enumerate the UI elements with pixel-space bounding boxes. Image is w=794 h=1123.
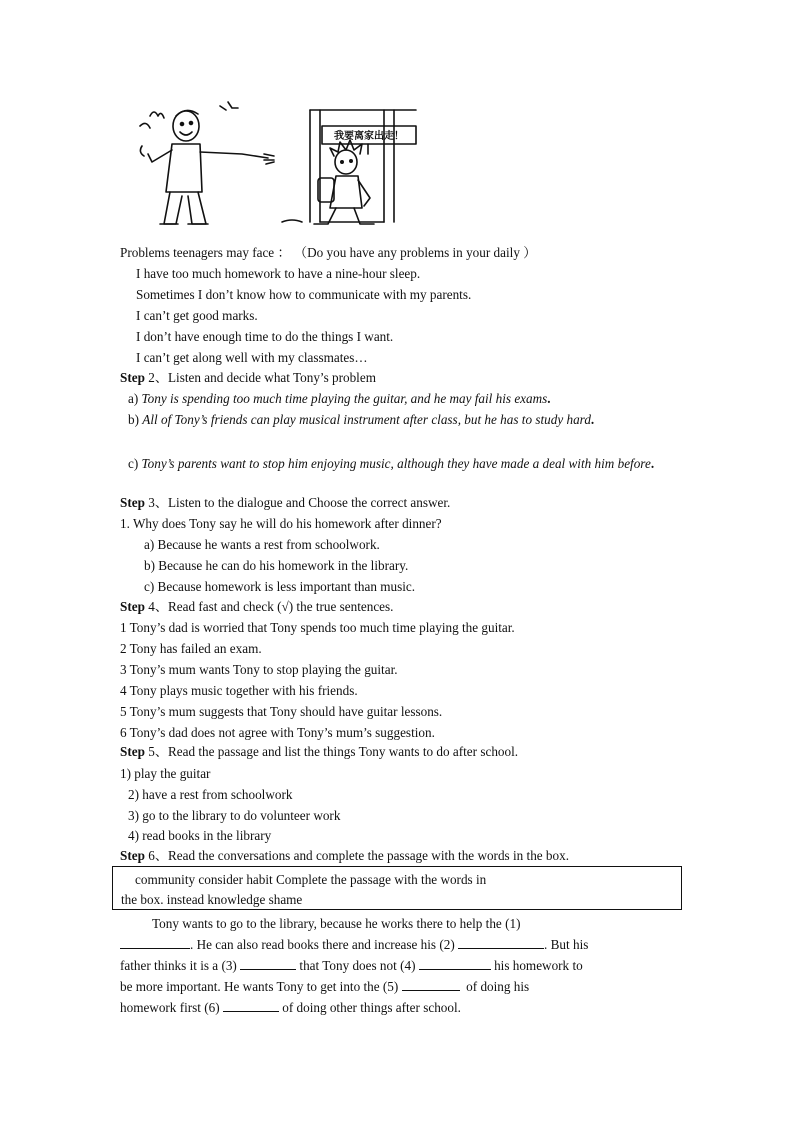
step3-option: b) Because he can do his homework in the library. — [144, 558, 409, 573]
step2-option-c — [120, 453, 676, 474]
word-box-line: the box. instead knowledge shame — [121, 892, 303, 907]
passage-text: of doing other things after school. — [282, 1000, 461, 1015]
step4-item: 2 Tony has failed an exam. — [120, 641, 262, 656]
blank-4[interactable] — [419, 957, 491, 970]
step5-item: 2) have a rest from schoolwork — [128, 787, 293, 802]
intro-item: I can’t get along well with my classmates… — [136, 350, 368, 365]
sign-text: 我要离家出走！ — [334, 131, 404, 142]
intro-item: Sometimes I don’t know how to communicate with my parents. — [136, 287, 472, 302]
option-end: . — [650, 456, 655, 471]
step4-heading — [120, 598, 393, 616]
step-label: Step — [120, 599, 145, 614]
passage-line — [120, 957, 583, 975]
door-icon — [310, 110, 416, 222]
option-text: Tony’s parents want to stop him enjoying music, although they have made a deal with him before — [141, 456, 651, 471]
intro-item: I have too much homework to have a nine-hour sleep. — [136, 266, 421, 281]
step-instruction: 3、Listen to the dialogue and Choose the correct answer. — [144, 495, 451, 510]
step-label: Step — [120, 848, 145, 863]
step-label: Step — [120, 744, 145, 759]
option-text: Tony is spending too much time playing the guitar, and he may fail his exams — [141, 391, 548, 406]
word-box-line: community consider habit Complete the passage with the words in — [135, 872, 487, 887]
passage-line: Tony wants to go to the library, because he works there to help the (1) — [152, 916, 521, 931]
blank-5[interactable] — [402, 978, 460, 991]
option-letter: a) — [128, 391, 142, 406]
step2-option-a — [128, 390, 551, 408]
passage-text: be more important. He wants Tony to get into the (5) — [120, 979, 399, 994]
step4-item: 1 Tony’s dad is worried that Tony spends too much time playing the guitar. — [120, 620, 515, 635]
step-label: Step — [120, 370, 145, 385]
passage-text: of doing his — [466, 979, 530, 994]
passage-text: . He can also read books there and increase his (2) — [190, 937, 455, 952]
option-end: . — [547, 391, 551, 406]
blank-2[interactable] — [458, 936, 544, 949]
step2-option-b — [120, 411, 676, 429]
step2-heading — [120, 369, 376, 387]
blank-3[interactable] — [240, 957, 296, 970]
step4-item: 6 Tony’s dad does not agree with Tony’s mum’s suggestion. — [120, 725, 435, 740]
cartoon-illustration — [132, 96, 424, 236]
step-instruction: 5、Read the passage and list the things Tony wants to do after school. — [144, 744, 519, 759]
step-instruction: 4、Read fast and check (√) the true sentences. — [144, 599, 394, 614]
passage-line — [120, 978, 529, 996]
option-end: . — [590, 412, 595, 427]
step6-heading — [120, 847, 569, 865]
blank-6[interactable] — [223, 999, 279, 1012]
word-box — [112, 866, 682, 910]
passage-text: that Tony does not (4) — [299, 958, 416, 973]
step5-item: 1) play the guitar — [120, 766, 211, 781]
intro-heading: Problems teenagers may face ： （Do you have any problems in your daily ） — [120, 245, 537, 260]
passage-line — [120, 936, 588, 954]
step5-heading — [120, 743, 518, 761]
blank-1[interactable] — [120, 936, 190, 949]
passage-text: homework first (6) — [120, 1000, 220, 1015]
step-instruction: 2、Listen and decide what Tony’s problem — [144, 370, 376, 385]
step5-item: 3) go to the library to do volunteer work — [128, 808, 341, 823]
angry-father-icon — [140, 102, 274, 224]
option-letter: c) — [128, 456, 142, 471]
step-instruction: 6、Read the conversations and complete the passage with the words in the box. — [144, 848, 570, 863]
intro-item: I can’t get good marks. — [136, 308, 258, 323]
boy-with-backpack-icon — [282, 140, 374, 224]
step-label: Step — [120, 495, 145, 510]
step4-item: 5 Tony’s mum suggests that Tony should have guitar lessons. — [120, 704, 443, 719]
option-letter: b) — [128, 412, 143, 427]
step3-heading — [120, 494, 450, 512]
passage-line — [120, 999, 461, 1017]
option-text: All of Tony’s friends can play musical instrument after class, but he has to study hard — [142, 412, 591, 427]
step4-item: 4 Tony plays music together with his friends. — [120, 683, 358, 698]
step3-option: a) Because he wants a rest from schoolwork. — [144, 537, 380, 552]
passage-text: father thinks it is a (3) — [120, 958, 237, 973]
intro-item: I don’t have enough time to do the things I want. — [136, 329, 394, 344]
step4-item: 3 Tony’s mum wants Tony to stop playing the guitar. — [120, 662, 398, 677]
step3-option: c) Because homework is less important than music. — [144, 579, 416, 594]
passage-text: his homework to — [494, 958, 583, 973]
passage-text: . But his — [544, 937, 589, 952]
step3-question: 1. Why does Tony say he will do his homework after dinner? — [120, 516, 442, 531]
step5-item: 4) read books in the library — [128, 828, 272, 843]
